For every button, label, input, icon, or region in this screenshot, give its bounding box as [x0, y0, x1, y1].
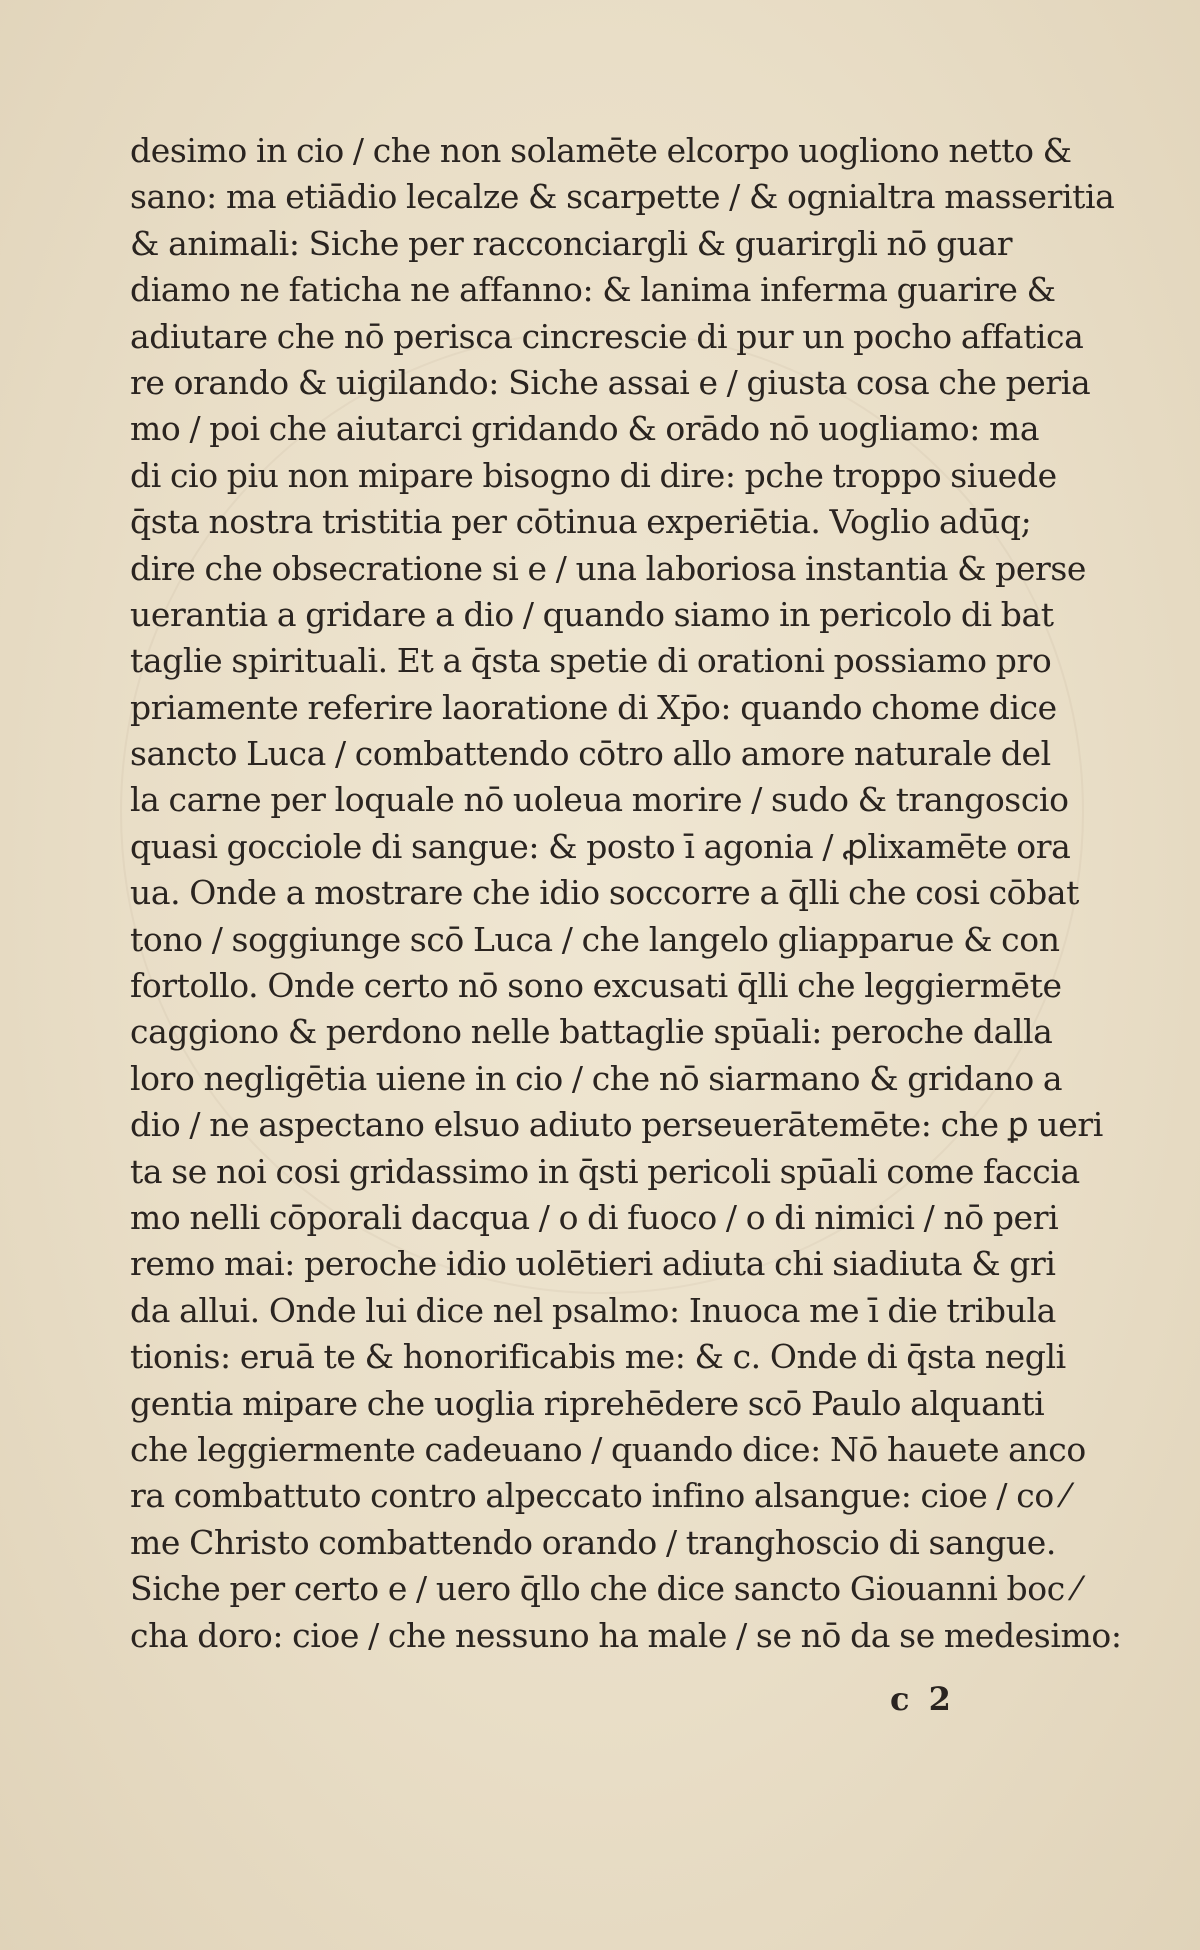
text-line: sano: ma etiādio lecalze & scarpette / & ognialtra masseritia [130, 177, 1115, 217]
text-line: ua. Onde a mostrare che idio soccorre a q̄lli che cosi cōbat [130, 873, 1080, 913]
text-line: desimo in cio / che non solamēte elcorpo uogliono netto & [130, 131, 1072, 170]
text-line: quasi gocciole di sangue: & posto ī agonia / ꝓlixamēte ora [130, 826, 1071, 866]
text-line: che leggiermente cadeuano / quando dice: Nō hauete anco [130, 1429, 1086, 1469]
text-line: ta se noi cosi gridassimo in q̄sti pericoli spūali come faccia [130, 1151, 1080, 1191]
text-line: diamo ne faticha ne affanno: & lanima inferma guarire & [130, 270, 1056, 310]
text-line: caggiono & perdono nelle battaglie spūali: peroche dalla [130, 1012, 1053, 1052]
text-line: taglie spirituali. Et a q̄sta spetie di orationi possiamo pro [130, 641, 1052, 681]
text-line: uerantia a gridare a dio / quando siamo in pericolo di bat [130, 594, 1054, 634]
text-line: da allui. Onde lui dice nel psalmo: Inuoca me ī die tribula [130, 1290, 1056, 1330]
text-line: re orando & uigilando: Siche assai e / giusta cosa che peria [130, 362, 1091, 402]
text-line: sancto Luca / combattendo cōtro allo amore naturale del [130, 734, 1051, 774]
text-line: gentia mipare che uoglia riprehēdere scō Paulo alquanti [130, 1383, 1045, 1423]
text-line: dio / ne aspectano elsuo adiuto perseuerātemēte: che ꝑ ueri [130, 1105, 1103, 1145]
text-line: tionis: eruā te & honorificabis me: & c. Onde di q̄sta negli [130, 1337, 1066, 1377]
text-line: loro negligētia uiene in cio / che nō siarmano & gridano a [130, 1058, 1063, 1098]
text-line: di cio piu non mipare bisogno di dire: pche troppo siuede [130, 455, 1057, 495]
text-line: & animali: Siche per racconciargli & guarirgli nō guar [130, 223, 1013, 263]
text-line: dire che obsecratione si e / una laboriosa instantia & perse [130, 548, 1087, 588]
text-line: fortollo. Onde certo nō sono excusati q̄lli che leggiermēte [130, 966, 1062, 1006]
text-line: ra combattuto contro alpeccato infino alsangue: cioe / co ⁄ [130, 1476, 1068, 1516]
text-line: cha doro: cioe / che nessuno ha male / se nō da se medesimo: [130, 1615, 1122, 1655]
page-text [130, 128, 1122, 1659]
signature-mark: c 2 [890, 1680, 955, 1718]
text-line: mo / poi che aiutarci gridando & orādo nō uogliamo: ma [130, 409, 1040, 449]
text-line: me Christo combattendo orando / tranghoscio di sangue. [130, 1522, 1056, 1562]
text-line: q̄sta nostra tristitia per cōtinua experiētia. Voglio adūq; [130, 502, 1032, 542]
text-line: remo mai: peroche idio uolētieri adiuta chi siadiuta & gri [130, 1244, 1056, 1284]
text-line: priamente referire laoratione di Xp̄o: quando chome dice [130, 687, 1057, 727]
text-line: Siche per certo e / uero q̄llo che dice sancto Giouanni boc ⁄ [130, 1569, 1080, 1609]
text-line: adiutare che nō perisca cincrescie di pur un pocho affatica [130, 316, 1084, 356]
text-line: mo nelli cōporali dacqua / o di fuoco / o di nimici / nō peri [130, 1197, 1059, 1237]
text-line: tono / soggiunge scō Luca / che langelo gliapparue & con [130, 919, 1060, 959]
text-line: la carne per loquale nō uoleua morire / sudo & trangoscio [130, 780, 1069, 820]
